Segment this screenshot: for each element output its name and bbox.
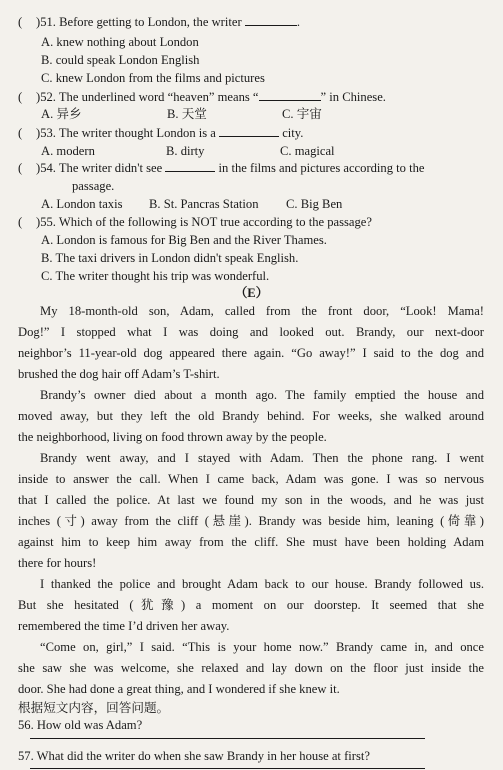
question-text: )53. The writer thought London is a [36,126,216,140]
answer-blank [165,160,215,172]
paragraph-3: Brandy went away, and I stayed with Adam. Then the phone rang. I went inside to answer the call. When I came back, Adam was gone. I was so nervous that I called the police. At last we found my son in the woods, and he was just inches (寸) away from the cliff (悬崖). Brandy was beside him, leaning (倚靠) against him to keep him away from the cliff. She must have been holding Adam there for hours! [18,451,484,570]
option: A. knew nothing about London [41,35,199,49]
paragraph-1: My 18-month-old son, Adam, called from the front door, “Look! Mama! Dog!” I stopped what I was doing and looked out. Brandy, our next-door neighbor’s 11-year-old dog appeared there again. “Go away!” I said to the dog and brushed the dog hair off Adam’s T-shirt. [18,304,484,381]
option: B. 天堂 [167,107,207,121]
option: A. 异乡 [41,107,82,121]
option: B. St. Pancras Station [149,197,259,211]
option: B. could speak London English [41,53,200,67]
answer-paren: ( [18,126,23,140]
answer-line-56[interactable] [30,738,425,739]
question-text: )55. Which of the following is NOT true according to the passage? [36,215,372,229]
option: A. London taxis [41,197,123,211]
instruction: 根据短文内容，回答问题。 [18,701,170,715]
option: A. London is famous for Big Ben and the River Thames. [41,233,327,247]
option: C. knew London from the films and pictures [41,71,265,85]
paragraph-4: I thanked the police and brought Adam back to our house. Brandy followed us. But she hesitated (犹豫) a moment on our doorstep. It seemed that she remembered the time I’d driven her away. [18,577,484,633]
question-text: )51. Before getting to London, the writer [36,15,242,29]
option: B. dirty [166,144,205,158]
section-title: （E） [234,286,269,300]
answer-blank [245,14,297,26]
answer-blank [259,89,321,101]
exam-page: ( )51. Before getting to London, the writer . A. knew nothing about London B. could speak London English C. knew London from the films and pictures ( )52. The underlined word “heaven” means “ ” in Chinese. A. 异乡 B. 天堂 C. 宇宙 ( )53. The writer thought London is a city. A. modern B. dirty C. magical ( )54. The writer didn't see in the films and pictures according to the passage. A. London taxis B. St. Pancras Station C. Big Ben ( )55. Which of the following is NOT true according to the passage? A. London is famous for Big Ben and the River Thames. B. The taxi drivers in London didn't speak English. C. The writer thought his trip was wonderful. （E） My 18-month-old son, Adam, called from the front door, “Look! Mama! Dog!” I stopped what I was doing and looked out. Brandy, our next-door neighbor’s 11-year-old dog appeared there again. “Go away!” I said to the dog and brushed the dog hair off Adam’s T-shirt. Brandy’s owner died about a month ago. The family emptied the house and moved away, but they left the old Brandy behind. For weeks, she walked around the neighborhood, living on food thrown away by the people. Brandy went away, and I stayed with Adam. Then the phone rang. I went inside to answer the call. When I came back, Adam was gone. I was so nervous that I called the police. At last we found my son in the woods, and he was just inches (寸) away from the cliff (悬崖). Brandy was beside him, leaning (倚靠) against him to keep him away from the cliff. She must have been holding Adam there for hours! I thanked the police and brought Adam back to our house. Brandy followed us. But she hesitated (犹豫) a moment on our doorstep. It seemed that she remembered the time I’d driven her away. “Come on, girl,” I said. “This is your home now.” Brandy came in, and once she saw she was welcome, she relaxed and lay down on the floor just inside the door. She had done a great thing, and I wondered if she knew it. 根据短文内容，回答问题。 56. How old was Adam? 57. What did the writer do when she saw Brandy in her house at first? [0,0,503,770]
answer-paren: ( [18,15,23,29]
option: B. The taxi drivers in London didn't speak English. [41,251,299,265]
answer-blank [219,125,279,137]
answer-paren: ( [18,161,23,175]
question-text: )52. The underlined word “heaven” means “ [36,90,259,104]
option: C. Big Ben [286,197,343,211]
paragraph-5: “Come on, girl,” I said. “This is your home now.” Brandy came in, and once she saw she was welcome, she relaxed and lay down on the floor just inside the door. She had done a great thing, and I wondered if she knew it. [18,640,484,696]
option: A. modern [41,144,95,158]
answer-paren: ( [18,90,23,104]
answer-paren: ( [18,215,23,229]
question-56: 56. How old was Adam? [18,718,143,732]
option: C. The writer thought his trip was wonderful. [41,269,270,283]
question-text: )54. The writer didn't see [36,161,163,175]
question-57: 57. What did the writer do when she saw Brandy in her house at first? [18,749,370,763]
answer-line-57[interactable] [30,768,425,769]
option: C. 宇宙 [282,107,322,121]
option: C. magical [280,144,335,158]
paragraph-2: Brandy’s owner died about a month ago. The family emptied the house and moved away, but they left the old Brandy behind. For weeks, she walked around the neighborhood, living on food thrown away by the people. [18,388,484,444]
